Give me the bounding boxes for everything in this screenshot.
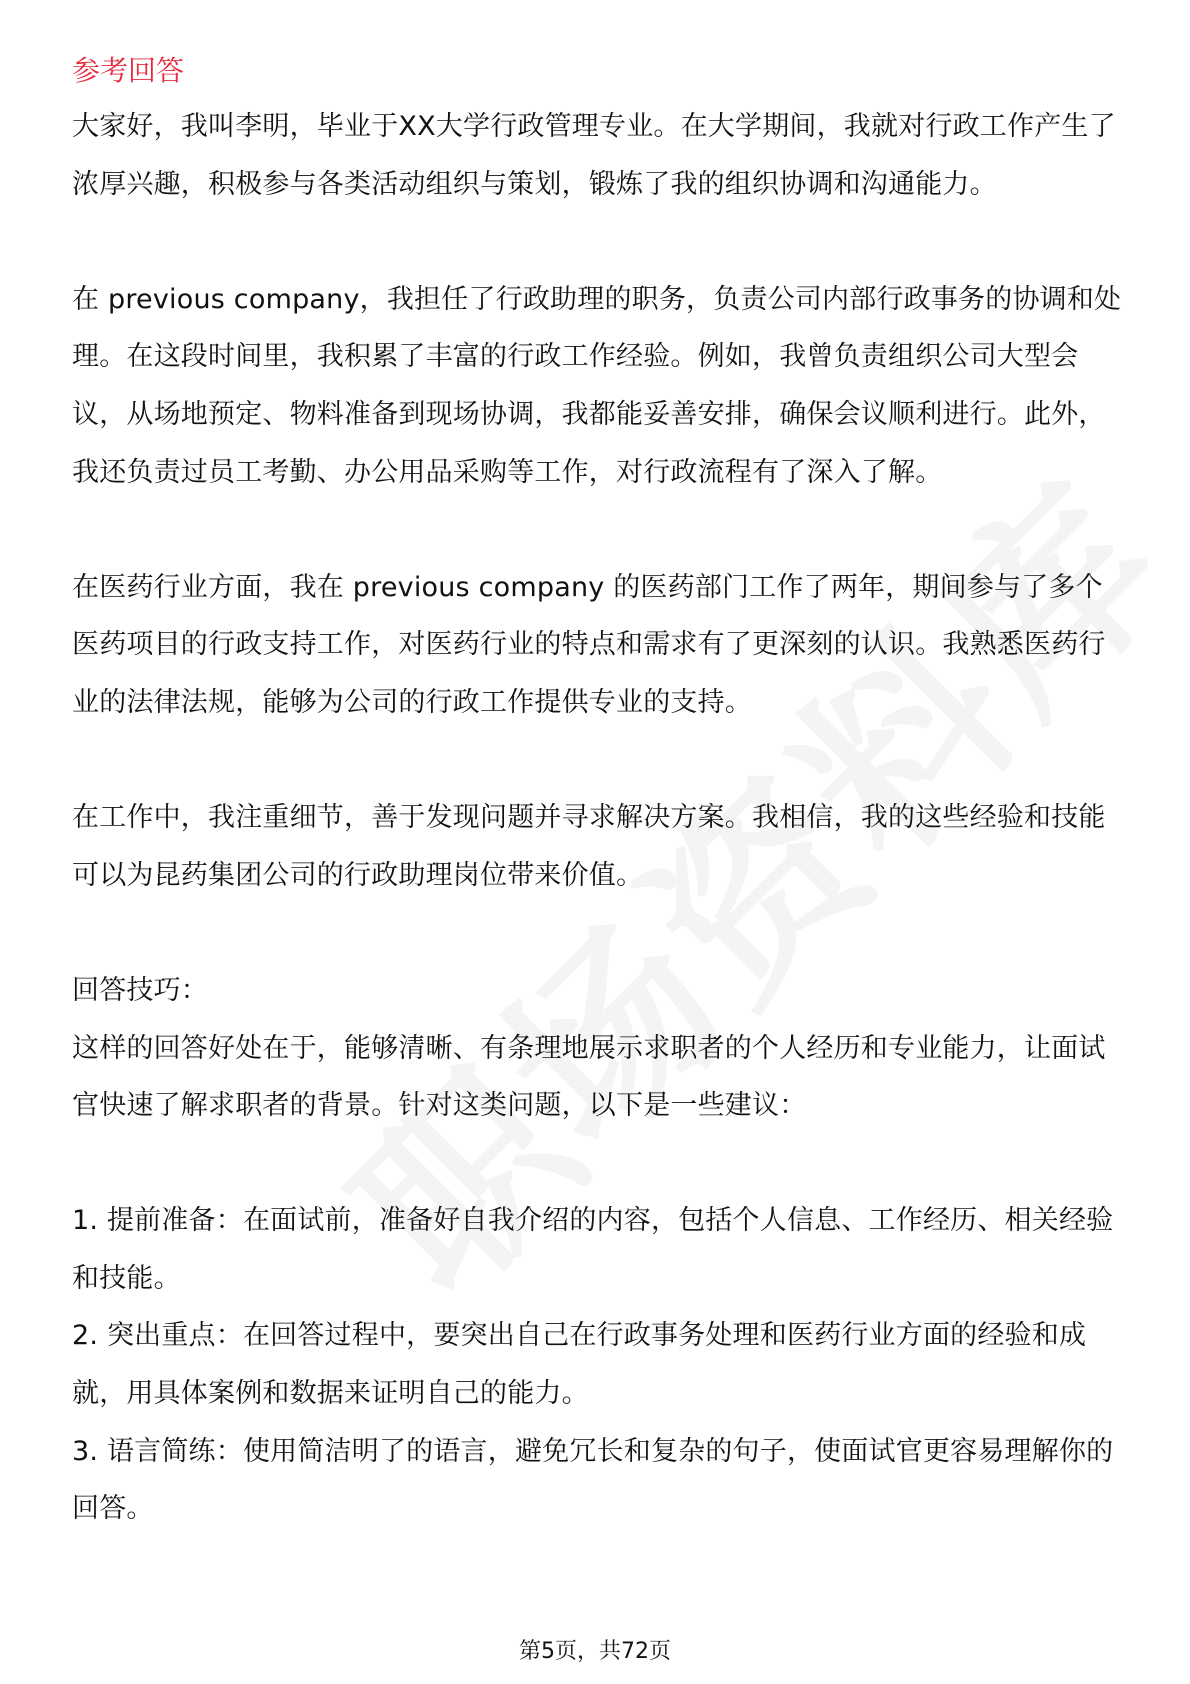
tips-title: 回答技巧：: [72, 974, 208, 1006]
tip-item-1: 1. 提前准备：在面试前，准备好自我介绍的内容，包括个人信息、工作经历、相关经验和技能。: [72, 1205, 1114, 1294]
paragraph-gap: [72, 732, 1122, 790]
section-heading: 参考回答: [72, 54, 185, 87]
tip-item-3: 3. 语言简练：使用简洁明了的语言，避免冗长和复杂的句子，使面试官更容易理解你的回答。: [72, 1435, 1114, 1525]
paragraph-gap: [72, 213, 1122, 271]
answer-paragraph-1: 大家好，我叫李明，毕业于XX大学行政管理专业。在大学期间，我就对行政工作产生了浓厚兴趣，积极参与各类活动组织与策划，锻炼了我的组织协调和沟通能力。: [72, 111, 1116, 200]
answer-paragraph-2: 在 previous company，我担任了行政助理的职务，负责公司内部行政事务的协调和处理。在这段时间里，我积累了丰富的行政工作经验。例如，我曾负责组织公司大型会议，从场地预定、物料准备到现场协调，我都能妥善安排，确保会议顺利进行。此外，我还负责过员工考勤、办公用品采购等工作，对行政流程有了深入了解。: [72, 283, 1122, 488]
page-number: 第5页，共72页: [519, 1639, 671, 1664]
paragraph-gap: [72, 1135, 1122, 1193]
answer-paragraph-4: 在工作中，我注重细节，善于发现问题并寻求解决方案。我相信，我的这些经验和技能可以为昆药集团公司的行政助理岗位带来价值。: [72, 802, 1106, 891]
page-content: [72, 44, 1122, 1538]
answer-paragraph-3: 在医药行业方面，我在 previous company 的医药部门工作了两年，期间参与了多个医药项目的行政支持工作，对医药行业的特点和需求有了更深刻的认识。我熟悉医药行业的法律法规，能够为公司的行政工作提供专业的支持。: [72, 571, 1106, 718]
tip-item-2: 2. 突出重点：在回答过程中，要突出自己在行政事务处理和医药行业方面的经验和成就，用具体案例和数据来证明自己的能力。: [72, 1320, 1087, 1410]
tips-intro: 这样的回答好处在于，能够清晰、有条理地展示求职者的个人经历和专业能力，让面试官快速了解求职者的背景。针对这类问题，以下是一些建议：: [72, 1032, 1106, 1122]
paragraph-gap: [72, 904, 1122, 962]
paragraph-gap: [72, 501, 1122, 559]
